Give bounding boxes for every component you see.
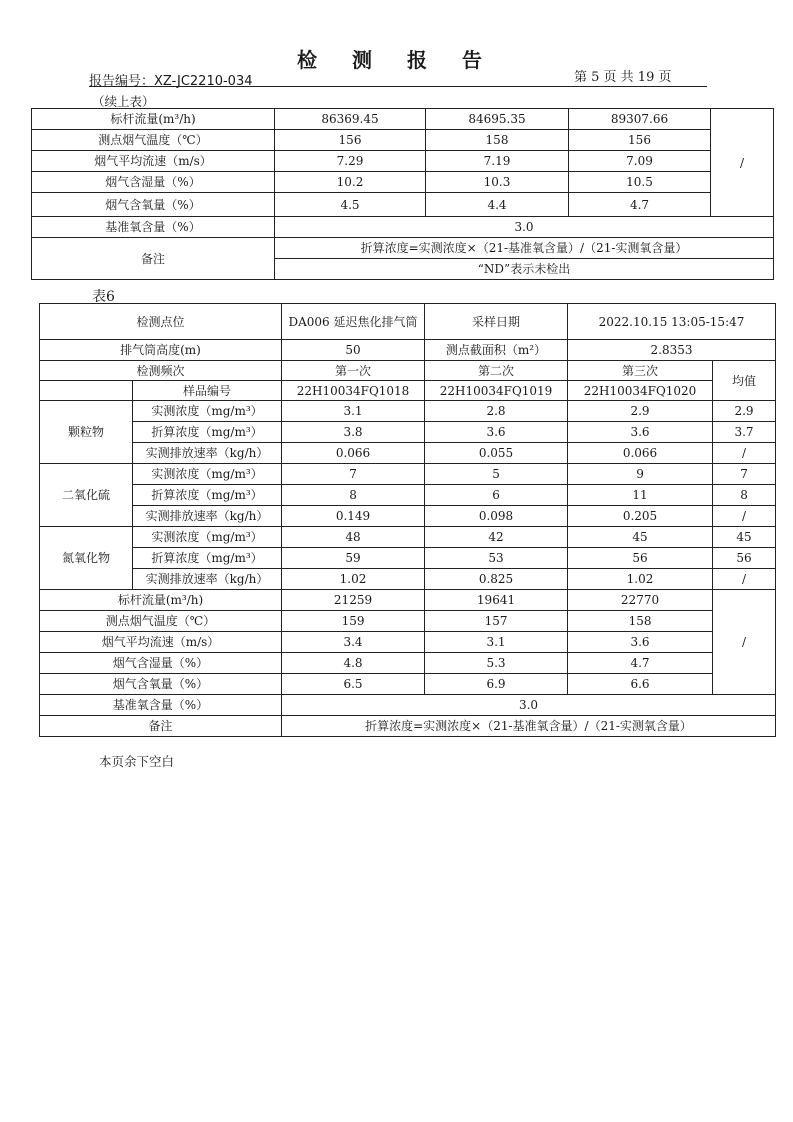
value-third: 6.6 <box>568 674 713 695</box>
value-first: 7 <box>282 464 425 485</box>
measure-label: 实测排放速率（kg/h） <box>133 569 282 590</box>
table-row <box>32 172 774 193</box>
value-third: 3.6 <box>568 422 713 443</box>
frequency-label: 检测频次 <box>40 361 282 381</box>
value-second: 6.9 <box>425 674 568 695</box>
value-first: 3.8 <box>282 422 425 443</box>
table-row <box>32 193 774 217</box>
value-first: 7.29 <box>275 151 426 172</box>
sample-first: 22H10034FQ1018 <box>282 381 425 401</box>
value-third: 22770 <box>568 590 713 611</box>
row-label: 烟气含湿量（%） <box>32 172 275 193</box>
value-third: 89307.66 <box>569 109 711 130</box>
value-third: 56 <box>568 548 713 569</box>
value-second: 4.4 <box>426 193 569 217</box>
table-row <box>32 109 774 130</box>
pollutant-name: 颗粒物 <box>40 401 133 464</box>
value-second: 3.1 <box>425 632 568 653</box>
pollutant-row <box>40 527 776 548</box>
continued-label: （续上表） <box>92 94 155 109</box>
remarks-row <box>32 238 774 259</box>
height-row <box>40 340 776 361</box>
flow-row <box>40 590 776 611</box>
pollutant-row <box>40 485 776 506</box>
value-first: 21259 <box>282 590 425 611</box>
base-oxygen-row <box>32 217 774 238</box>
value-third: 45 <box>568 527 713 548</box>
measure-label: 折算浓度（mg/m³） <box>133 485 282 506</box>
value-third: 4.7 <box>569 193 711 217</box>
value-second: 5 <box>425 464 568 485</box>
value-first: 8 <box>282 485 425 506</box>
value-second: 158 <box>426 130 569 151</box>
measure-label: 折算浓度（mg/m³） <box>133 548 282 569</box>
remark-formula: 折算浓度=实测浓度×（21-基准氧含量）/（21-实测氧含量） <box>275 238 774 259</box>
value-average: 45 <box>713 527 776 548</box>
value-first: 48 <box>282 527 425 548</box>
point-row <box>40 304 776 340</box>
sample-blank <box>40 381 133 401</box>
page-remainder-blank-note: 本页余下空白 <box>99 754 175 769</box>
value-third: 0.066 <box>568 443 713 464</box>
row-label: 烟气平均流速（m/s） <box>32 151 275 172</box>
average-header: 均值 <box>713 361 776 401</box>
table6-label: 表6 <box>92 289 115 305</box>
pollutant-row <box>40 569 776 590</box>
value-first: 3.1 <box>282 401 425 422</box>
measure-label: 折算浓度（mg/m³） <box>133 422 282 443</box>
header-rule <box>89 86 707 87</box>
flow-row <box>40 674 776 695</box>
value-second: 7.19 <box>426 151 569 172</box>
measure-label: 实测排放速率（kg/h） <box>133 506 282 527</box>
pollutant-row <box>40 506 776 527</box>
pollutant-name: 二氧化硫 <box>40 464 133 527</box>
remark-nd: “ND”表示未检出 <box>275 259 774 280</box>
measure-label: 实测浓度（mg/m³） <box>133 401 282 422</box>
value-average: 8 <box>713 485 776 506</box>
flow-label: 烟气含氧量（%） <box>40 674 282 695</box>
point-label: 检测点位 <box>40 304 282 340</box>
frequency-row <box>40 361 776 381</box>
value-average: 3.7 <box>713 422 776 443</box>
point-value: DA006 延迟焦化排气筒 <box>282 304 425 340</box>
value-average: / <box>713 569 776 590</box>
average-cell: / <box>711 109 774 217</box>
sample-label: 样品编号 <box>133 381 282 401</box>
value-second: 157 <box>425 611 568 632</box>
value-average: / <box>713 443 776 464</box>
flow-label: 烟气含湿量（%） <box>40 653 282 674</box>
frequency-third: 第三次 <box>568 361 713 381</box>
table-row <box>32 130 774 151</box>
value-first: 6.5 <box>282 674 425 695</box>
report-number: 报告编号：XZ-JC2210-034 <box>89 74 253 89</box>
pollutant-row <box>40 422 776 443</box>
row-label: 烟气含氧量（%） <box>32 193 275 217</box>
flow-row <box>40 632 776 653</box>
value-second: 2.8 <box>425 401 568 422</box>
flow-label: 标杆流量(m³/h) <box>40 590 282 611</box>
height-label: 排气筒高度(m) <box>40 340 282 361</box>
value-average: 56 <box>713 548 776 569</box>
base-oxygen-row <box>40 695 776 716</box>
value-third: 10.5 <box>569 172 711 193</box>
value-second: 10.3 <box>426 172 569 193</box>
value-first: 0.149 <box>282 506 425 527</box>
continued-table <box>31 108 774 280</box>
sample-third: 22H10034FQ1020 <box>568 381 713 401</box>
remarks-label: 备注 <box>32 238 275 280</box>
remarks-row <box>40 716 776 737</box>
flow-row <box>40 653 776 674</box>
value-second: 42 <box>425 527 568 548</box>
measure-label: 实测浓度（mg/m³） <box>133 464 282 485</box>
flow-row <box>40 611 776 632</box>
row-label: 测点烟气温度（℃） <box>32 130 275 151</box>
value-second: 0.825 <box>425 569 568 590</box>
pollutant-row <box>40 443 776 464</box>
value-second: 6 <box>425 485 568 506</box>
base-oxygen-value: 3.0 <box>282 695 776 716</box>
value-first: 3.4 <box>282 632 425 653</box>
value-third: 3.6 <box>568 632 713 653</box>
area-value: 2.8353 <box>568 340 776 361</box>
value-third: 1.02 <box>568 569 713 590</box>
area-label: 测点截面积（m²） <box>425 340 568 361</box>
value-third: 0.205 <box>568 506 713 527</box>
average-cell: / <box>713 590 776 695</box>
base-oxygen-label: 基准氧含量（%） <box>32 217 275 238</box>
value-third: 4.7 <box>568 653 713 674</box>
value-third: 2.9 <box>568 401 713 422</box>
sample-row <box>40 381 776 401</box>
pollutant-name: 氮氧化物 <box>40 527 133 590</box>
value-second: 3.6 <box>425 422 568 443</box>
flow-label: 烟气平均流速（m/s） <box>40 632 282 653</box>
value-first: 10.2 <box>275 172 426 193</box>
height-value: 50 <box>282 340 425 361</box>
value-second: 5.3 <box>425 653 568 674</box>
row-label: 标杆流量(m³/h) <box>32 109 275 130</box>
measure-label: 实测排放速率（kg/h） <box>133 443 282 464</box>
value-first: 4.8 <box>282 653 425 674</box>
date-value: 2022.10.15 13:05-15:47 <box>568 304 776 340</box>
value-average: / <box>713 506 776 527</box>
remarks-label: 备注 <box>40 716 282 737</box>
value-average: 7 <box>713 464 776 485</box>
value-second: 19641 <box>425 590 568 611</box>
value-first: 1.02 <box>282 569 425 590</box>
value-third: 158 <box>568 611 713 632</box>
value-first: 59 <box>282 548 425 569</box>
value-first: 86369.45 <box>275 109 426 130</box>
value-first: 4.5 <box>275 193 426 217</box>
report-title: 检 测 报 告 <box>297 48 496 72</box>
pollutant-row <box>40 464 776 485</box>
value-second: 0.055 <box>425 443 568 464</box>
table-row <box>32 151 774 172</box>
pollutant-row <box>40 401 776 422</box>
value-second: 84695.35 <box>426 109 569 130</box>
value-third: 9 <box>568 464 713 485</box>
value-second: 53 <box>425 548 568 569</box>
date-label: 采样日期 <box>425 304 568 340</box>
remark-formula: 折算浓度=实测浓度×（21-基准氧含量）/（21-实测氧含量） <box>282 716 776 737</box>
value-second: 0.098 <box>425 506 568 527</box>
frequency-first: 第一次 <box>282 361 425 381</box>
value-third: 7.09 <box>569 151 711 172</box>
table6 <box>39 303 776 737</box>
value-first: 159 <box>282 611 425 632</box>
value-average: 2.9 <box>713 401 776 422</box>
value-first: 0.066 <box>282 443 425 464</box>
pollutant-row <box>40 548 776 569</box>
measure-label: 实测浓度（mg/m³） <box>133 527 282 548</box>
value-third: 156 <box>569 130 711 151</box>
value-third: 11 <box>568 485 713 506</box>
sample-second: 22H10034FQ1019 <box>425 381 568 401</box>
page-number: 第 5 页 共 19 页 <box>574 70 672 85</box>
flow-label: 测点烟气温度（℃） <box>40 611 282 632</box>
frequency-second: 第二次 <box>425 361 568 381</box>
base-oxygen-value: 3.0 <box>275 217 774 238</box>
value-first: 156 <box>275 130 426 151</box>
base-oxygen-label: 基准氧含量（%） <box>40 695 282 716</box>
